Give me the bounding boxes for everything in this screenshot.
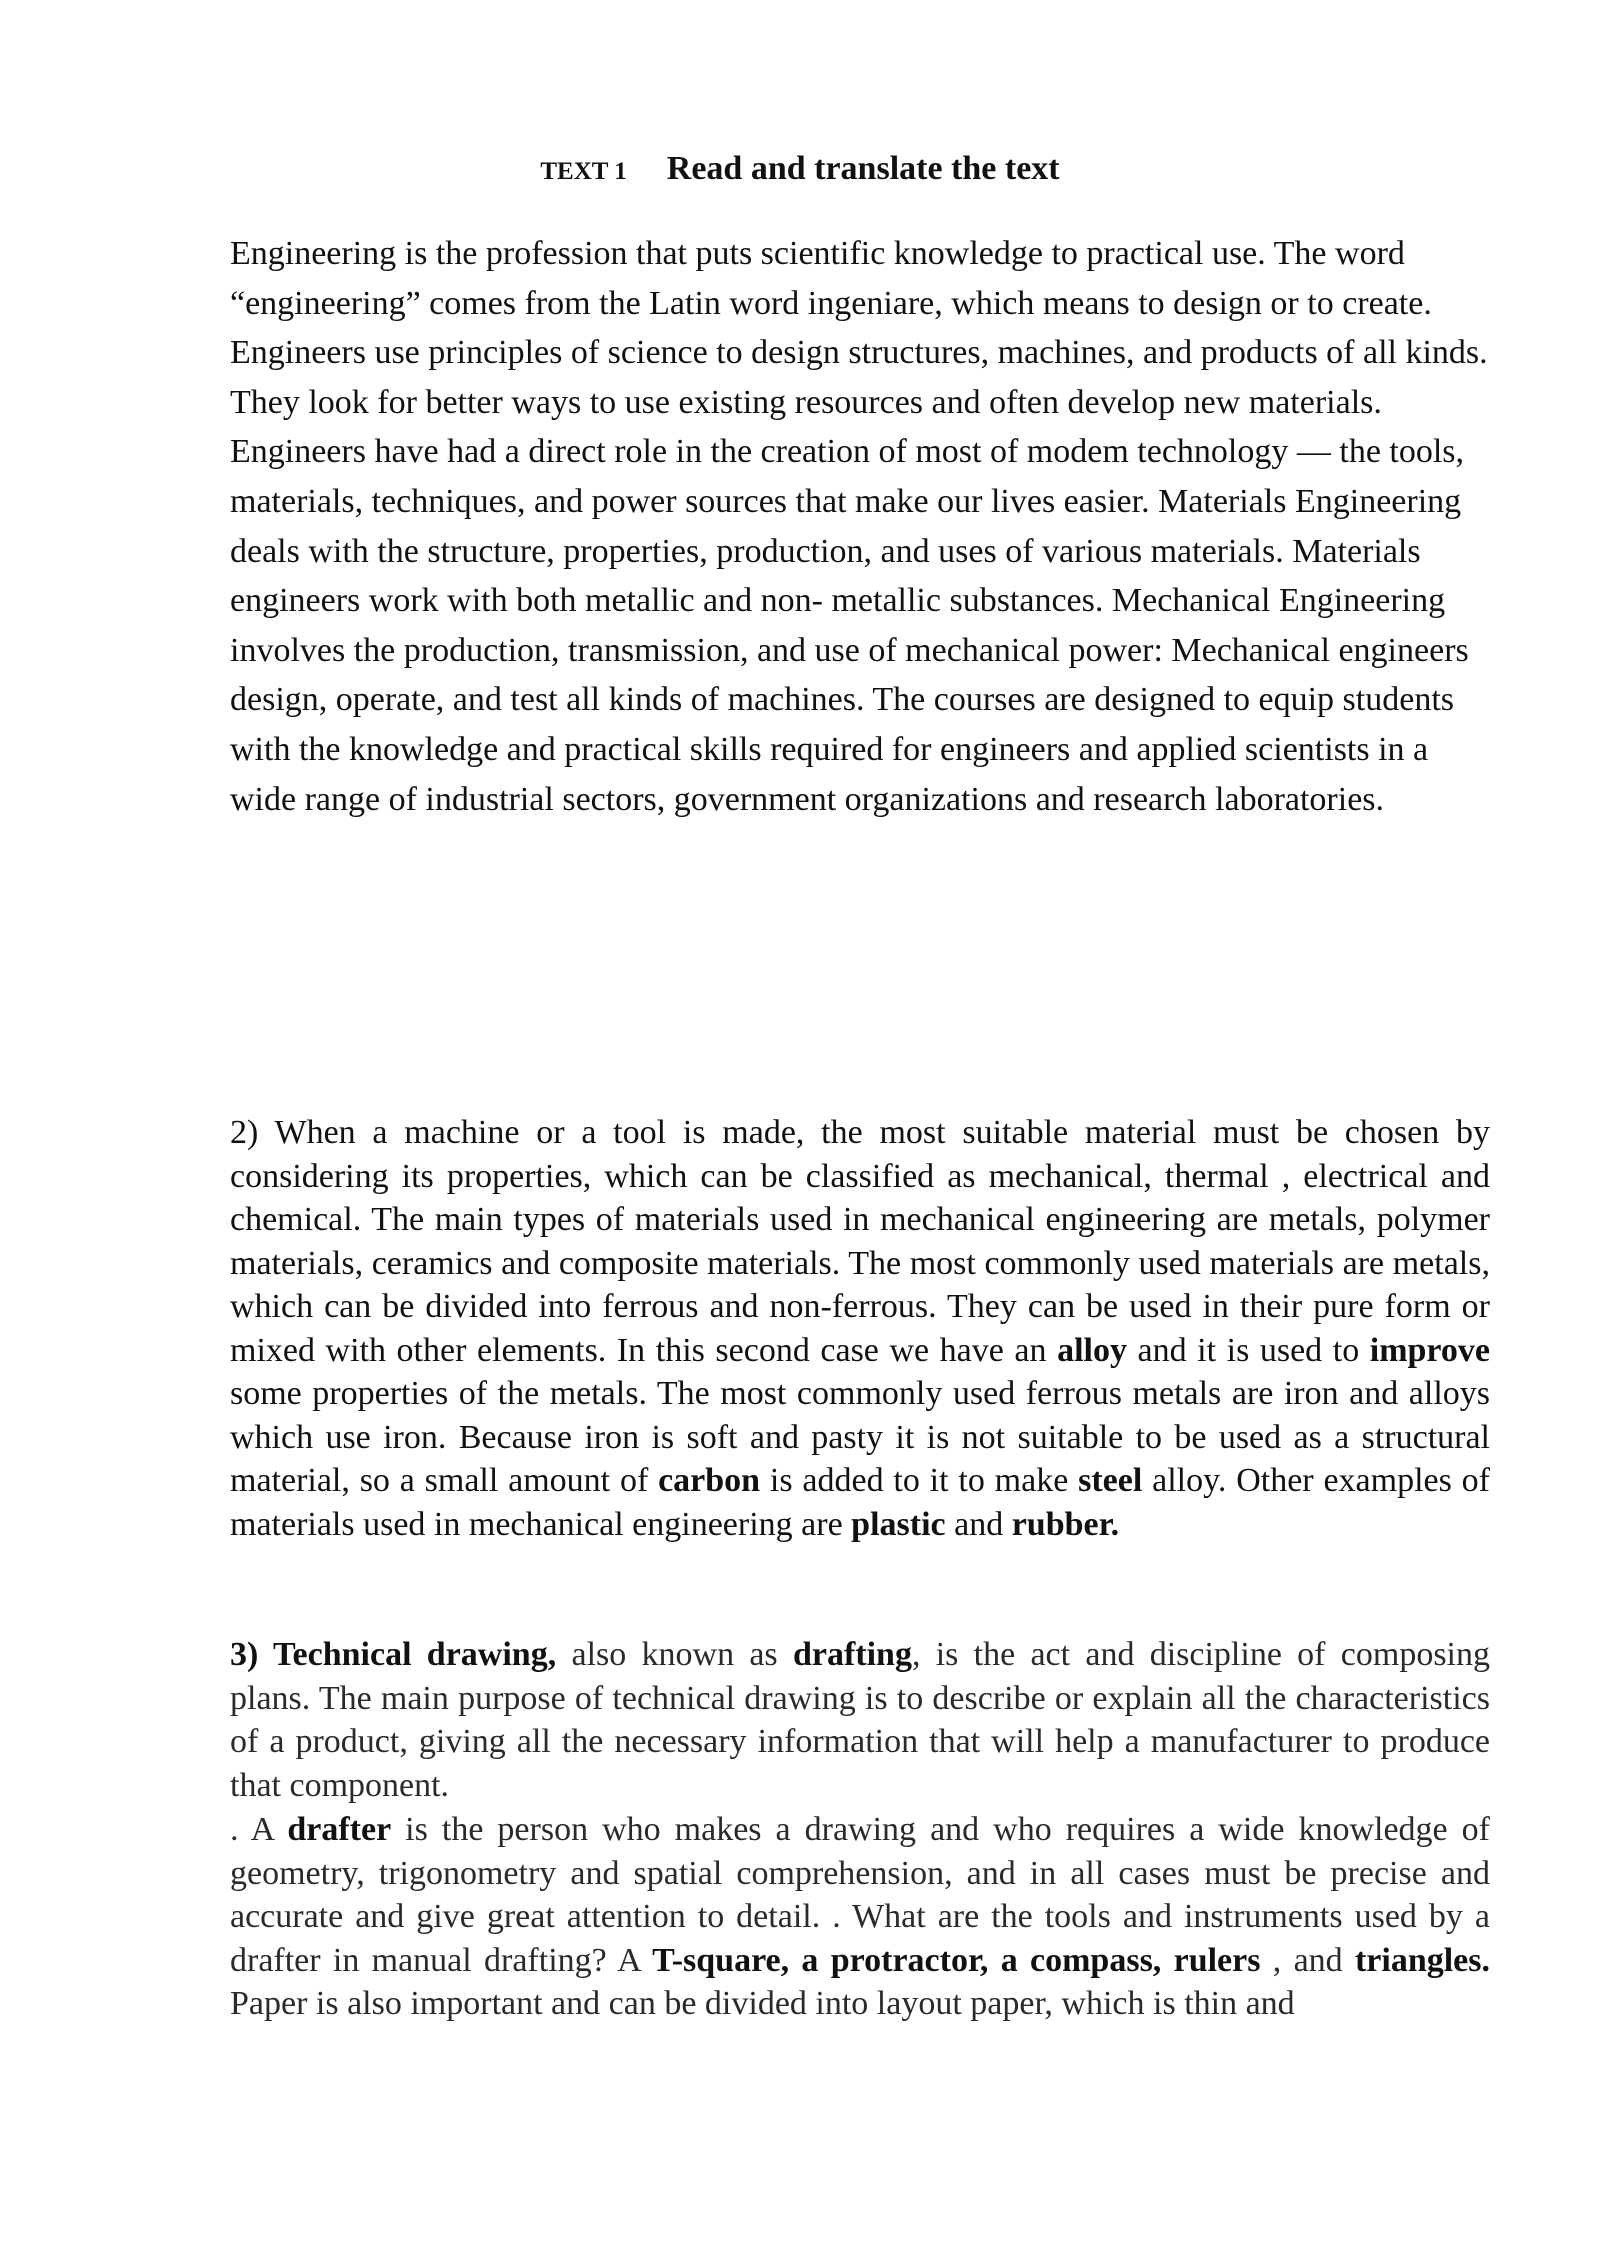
- paragraph-drafter: [230, 1808, 1490, 2026]
- bold-term-technical-drawing: 3) Technical drawing,: [230, 1636, 557, 1673]
- document-title: Read and translate the text: [666, 150, 1060, 187]
- bold-term-alloy: alloy: [1057, 1331, 1127, 1369]
- text-run: 2) When a machine or a tool is made, the most suitable material must be chosen by considering its properties, which can be classified as mechanical, thermal , electrical and chemical. The main types of materials used in mechanical engineering are metals, polymer materials, ceramics and composite materials. The most commonly used materials are metals, which can be divided into ferrous and non-ferrous. They can be used in their pure form or mixed with other elements. In this second case we have an: [230, 1114, 1490, 1369]
- text-run: also known as: [556, 1636, 793, 1673]
- text-run: some properties of the metals. The most commonly used ferrous metals are iron and alloys which use iron. Because iron is soft and pasty it is not suitable to be used as a structural material, so a small amount of: [230, 1375, 1490, 1499]
- bold-term-drafting: drafting: [792, 1636, 912, 1673]
- text-run: is added to it to make: [760, 1462, 1079, 1499]
- bold-term-plastic: plastic: [851, 1505, 946, 1543]
- bold-term-improve: improve: [1369, 1331, 1490, 1369]
- document-heading: [0, 150, 1600, 188]
- text-run: and: [945, 1505, 1012, 1543]
- text-number-label: TEXT 1: [540, 158, 627, 185]
- text-run: alloy. Other examples of materials used in mechanical engineering are: [230, 1462, 1490, 1543]
- bold-term-triangles: triangles.: [1354, 1941, 1491, 1979]
- text-run: , is the act and discipline of composing plans. The main purpose of technical drawing is to describe or explain all the characteristics of a product, giving all the necessary information that will help a manufacturer to produce that component.: [230, 1636, 1490, 1804]
- bold-term-carbon: carbon: [658, 1462, 761, 1499]
- text-run: . A: [230, 1811, 288, 1848]
- bold-term-drafter: drafter: [287, 1811, 392, 1848]
- text-run: is the person who makes a drawing and who requires a wide knowledge of geometry, trigonometry and spatial comprehension, and in all cases must be precise and accurate and give great attention to detail. . What are the tools and instruments used by a drafter in manual drafting? A: [230, 1811, 1490, 1979]
- text-run: Paper is also important and can be divided into layout paper, which is thin and: [230, 1985, 1295, 2022]
- paragraph-technical-drawing: [230, 1633, 1490, 1807]
- bold-term-tools: T-square, a protractor, a compass, rulers: [652, 1941, 1261, 1979]
- bold-term-rubber: rubber.: [1011, 1505, 1120, 1543]
- text-run: and it is used to: [1126, 1331, 1370, 1369]
- bold-term-steel: steel: [1078, 1462, 1143, 1499]
- paragraph-materials: [230, 1111, 1490, 1546]
- paragraph-engineering-intro: Engineering is the profession that puts scientific knowledge to practical use. The word “engineering” comes from the Latin word ingeniare, which means to design or to create. Engineers use principles of science to design structures, machines, and products of all kinds. They look for better ways to use existing resources and often develop new materials. Engineers have had a direct role in the creation of most of modem technology — the tools, materials, techniques, and power sources that make our lives easier. Materials Engineering deals with the structure, properties, production, and uses of various materials. Materials engineers work with both metallic and non- metallic substances. Mechanical Engineering involves the production, transmission, and use of mechanical power: Mechanical engineers design, operate, and test all kinds of machines. The courses are designed to equip students with the knowledge and practical skills required for engineers and applied scientists in a wide range of industrial sectors, government organizations and research laboratories.: [230, 235, 1488, 818]
- text-run: , and: [1260, 1941, 1355, 1979]
